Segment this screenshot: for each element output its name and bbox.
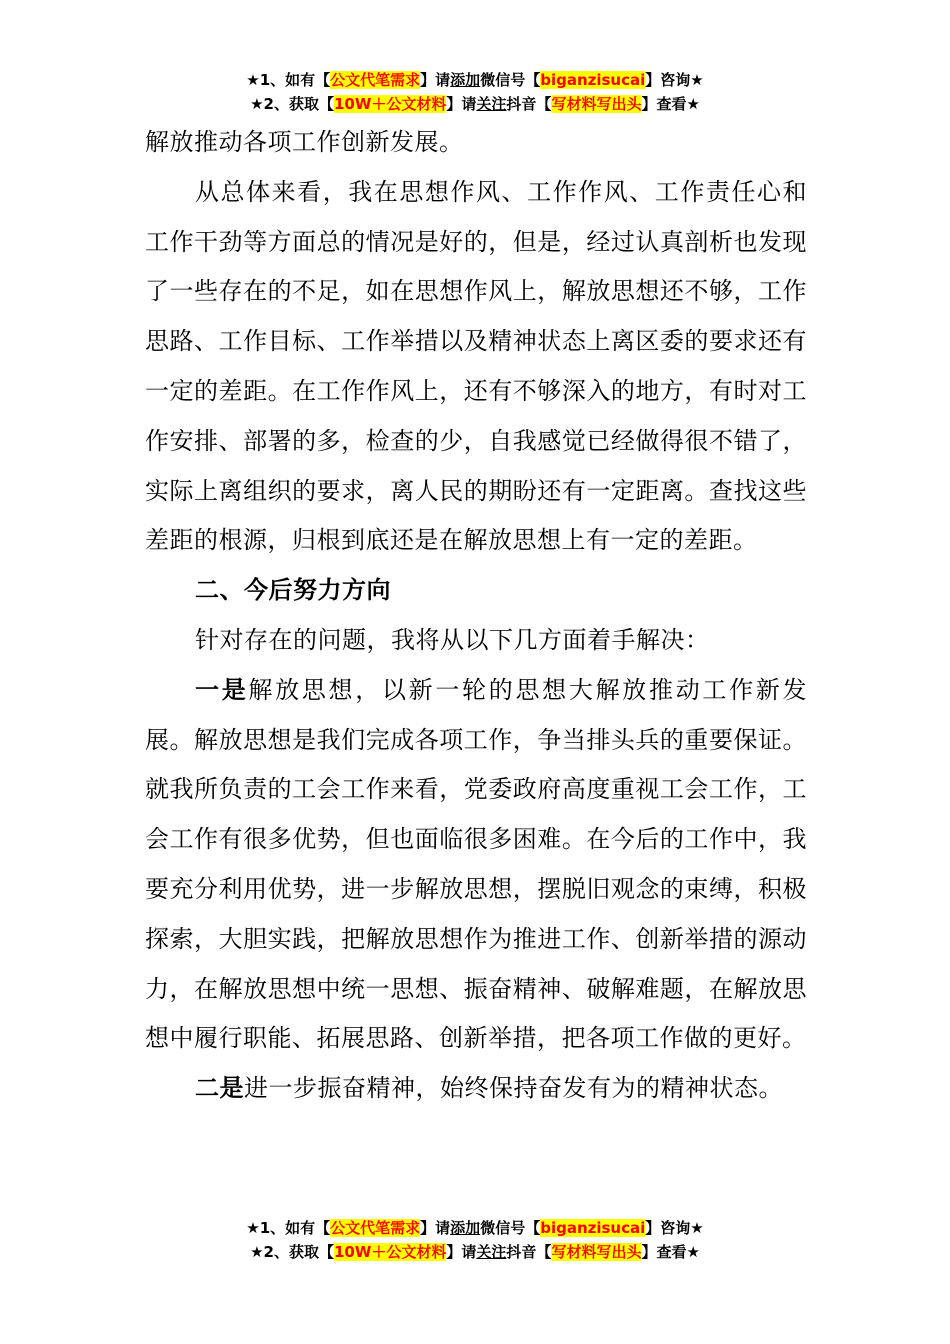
promo-line-2-suffix: 】查看 [641, 95, 687, 113]
point-two-lead: 二是 [195, 1074, 244, 1103]
promo-line-2-underline: 关注 [476, 1243, 507, 1261]
promo-line-2-prefix: 2、获取【 [263, 1243, 334, 1261]
point-one-lead: 一是 [195, 675, 249, 704]
promo-line-1-underline: 添加 [450, 71, 481, 89]
promo-line-2-douyin-id: 写材料写出头 [551, 95, 642, 113]
star-icon: ★ [686, 1243, 700, 1261]
promo-line-1-mid2: 微信号【 [480, 1219, 541, 1237]
promo-line-2-highlight-materials: 10W＋公文材料 [333, 1243, 447, 1261]
top-promo-banner [0, 68, 950, 116]
document-body [145, 118, 807, 1114]
promo-line-1-mid2: 微信号【 [480, 71, 541, 89]
paragraph-point-one [145, 666, 807, 1064]
promo-line-1 [0, 68, 950, 92]
promo-line-1-highlight-service: 公文代笔需求 [330, 1219, 421, 1237]
promo-line-2 [0, 1240, 950, 1264]
promo-line-2-mid: 】请 [446, 95, 477, 113]
promo-line-1-wechat-id: biganzisucai [540, 71, 646, 89]
paragraph-continuation: 解放推动各项工作创新发展。 [145, 128, 464, 156]
promo-line-1-suffix: 】咨询 [645, 71, 691, 89]
promo-line-1-suffix: 】咨询 [645, 1219, 691, 1237]
promo-line-1-highlight-service: 公文代笔需求 [330, 71, 421, 89]
promo-line-1-mid: 】请 [420, 71, 451, 89]
paragraph-self-assessment: 从总体来看，我在思想作风、工作作风、工作责任心和工作干劲等方面总的情况是好的，但是，经过认真剖析也发现了一些存在的不足，如在思想作风上，解放思想还不够，工作思路、工作目标、工作举措以及精神状态上离区委的要求还有一定的差距。在工作作风上，还有不够深入的地方，有时对工作安排、部署的多，检查的少，自我感觉已经做得很不错了，实际上离组织的要求，离人民的期盼还有一定距离。查找这些差距的根源，归根到底还是在解放思想上有一定的差距。 [145, 177, 807, 555]
star-icon: ★ [690, 71, 704, 89]
promo-line-1-prefix: 1、如有【 [259, 71, 331, 89]
paragraph-intro: 针对存在的问题，我将从以下几方面着手解决： [195, 625, 710, 654]
promo-line-2-highlight-materials: 10W＋公文材料 [333, 95, 447, 113]
promo-line-2-underline: 关注 [476, 95, 507, 113]
star-icon: ★ [686, 95, 700, 113]
promo-line-1-underline: 添加 [450, 1219, 481, 1237]
star-icon: ★ [690, 1219, 704, 1237]
bottom-promo-banner [0, 1216, 950, 1264]
star-icon: ★ [246, 1219, 260, 1237]
promo-line-2-douyin-id: 写材料写出头 [551, 1243, 642, 1261]
paragraph-point-two [145, 1064, 807, 1114]
promo-line-2-prefix: 2、获取【 [263, 95, 334, 113]
promo-line-1 [0, 1216, 950, 1240]
promo-line-2 [0, 92, 950, 116]
promo-line-1-mid: 】请 [420, 1219, 451, 1237]
promo-line-1-wechat-id: biganzisucai [540, 1219, 646, 1237]
promo-line-2-suffix: 】查看 [641, 1243, 687, 1261]
promo-line-1-prefix: 1、如有【 [259, 1219, 331, 1237]
star-icon: ★ [250, 1243, 264, 1261]
promo-line-2-mid: 】请 [446, 1243, 477, 1261]
point-two-body: 进一步振奋精神，始终保持奋发有为的精神状态。 [244, 1074, 783, 1103]
point-one-body: 解放思想，以新一轮的思想大解放推动工作新发展。解放思想是我们完成各项工作，争当排头兵的重要保证。就我所负责的工会工作来看，党委政府高度重视工会工作，工会工作有很多优势，但也面临很多困难。在今后的工作中，我要充分利用优势，进一步解放思想，摆脱旧观念的束缚，积极探索，大胆实践，把解放思想作为推进工作、创新举措的源动力，在解放思想中统一思想、振奋精神、破解难题，在解放思想中履行职能、拓展思路、创新举措，把各项工作做的更好。 [145, 675, 808, 1053]
star-icon: ★ [250, 95, 264, 113]
star-icon: ★ [246, 71, 260, 89]
section-heading: 二、今后努力方向 [195, 576, 391, 605]
promo-line-2-mid2: 抖音【 [506, 95, 552, 113]
promo-line-2-mid2: 抖音【 [506, 1243, 552, 1261]
